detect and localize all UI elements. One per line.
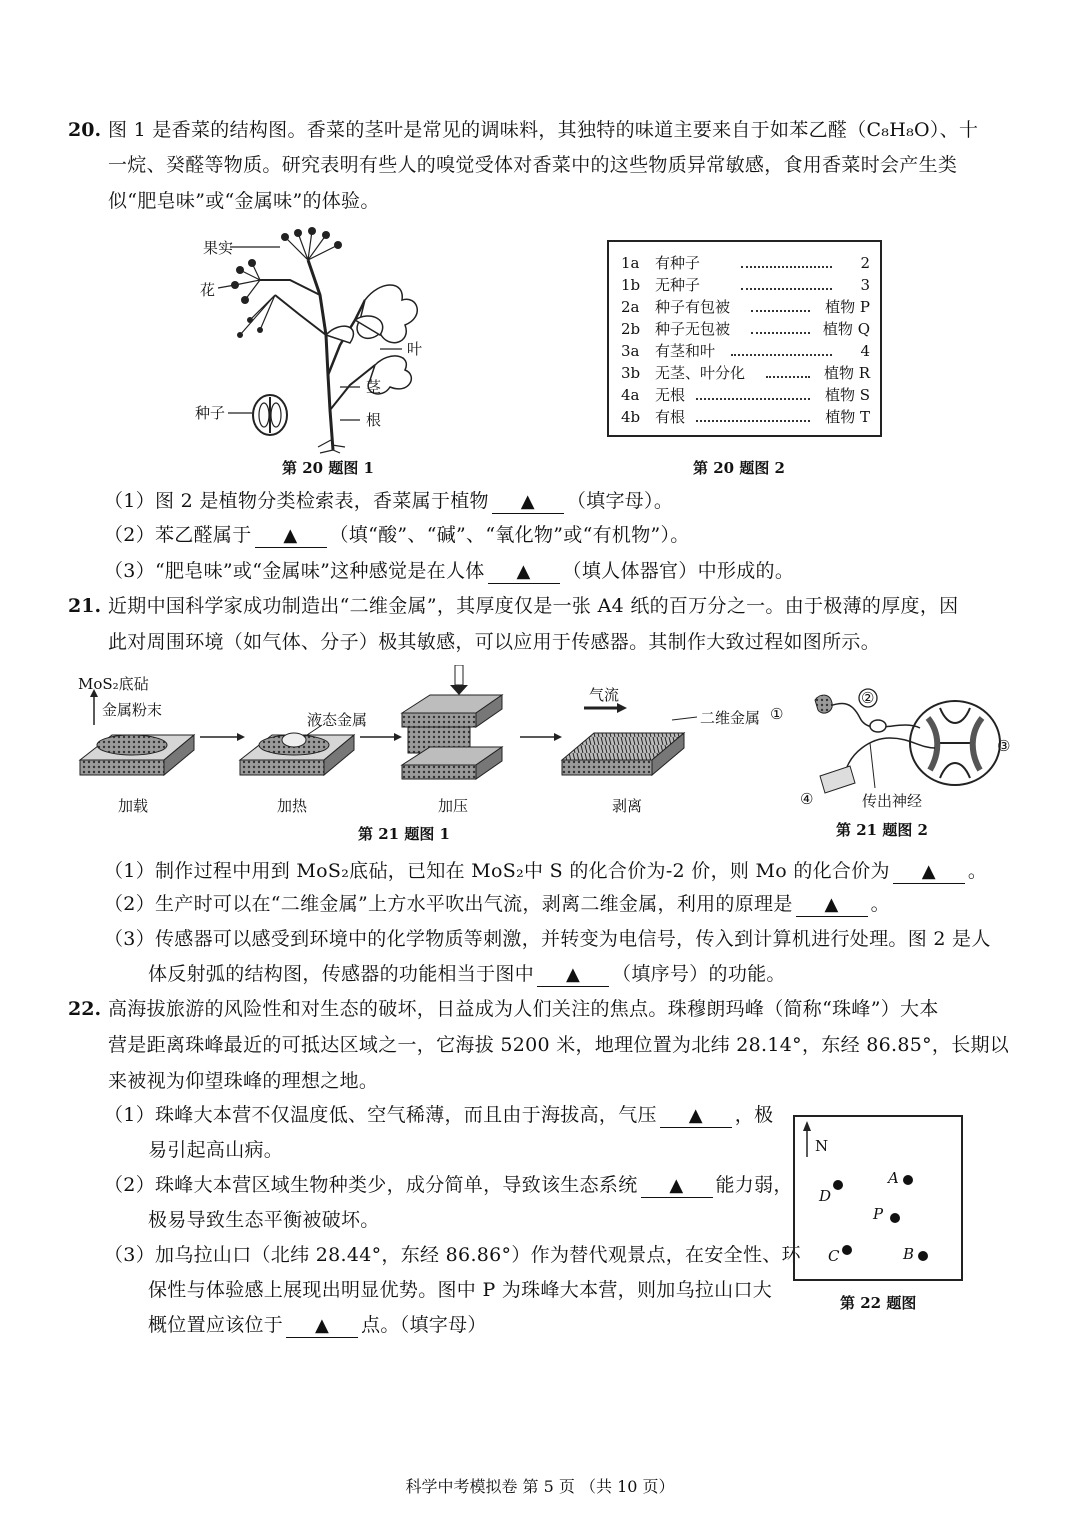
q21-mark-4: ④ (800, 790, 814, 808)
q20-fig1-caption: 第 20 题图 1 (282, 459, 374, 477)
key-row: 3b 无茎、叶分化 植物 R (621, 364, 870, 382)
q21-step-load: 加载 (118, 797, 149, 815)
q21-mark-2: ② (861, 689, 875, 707)
q20-stem-line-3: 似“肥皂味”或“金属味”的体验。 (108, 190, 380, 212)
q22-sub1-line-1: （1）珠峰大本营不仅温度低、空气稀薄，而且由于海拔高，气压 ▲ ，极 (104, 1104, 774, 1126)
q20-sub3: （3）“肥皂味”或“金属味”这种感觉是在人体 ▲ （填人体器官）中形成的。 (104, 560, 795, 582)
q22-point-a: A (888, 1169, 899, 1187)
answer-blank[interactable]: ▲ (488, 561, 560, 584)
q20-label-stem: 茎 (366, 378, 382, 396)
q21-process-illustration (72, 665, 772, 795)
q22-point-b: B (903, 1245, 915, 1263)
q21-step-press: 加压 (438, 797, 469, 815)
q20-label-seed: 种子 (195, 404, 226, 422)
answer-blank[interactable]: ▲ (641, 1175, 713, 1198)
q21-label-liquid: 液态金属 (307, 711, 368, 729)
answer-blank[interactable]: ▲ (255, 525, 327, 548)
key-row: 4a 无根 植物 S (621, 386, 870, 404)
q22-stem-line-3: 来被视为仰望珠峰的理想之地。 (108, 1070, 379, 1092)
q21-mark-3: ③ (997, 737, 1011, 755)
q20-dichotomous-key (607, 240, 882, 437)
key-row: 3a 有茎和叶 4 (621, 342, 870, 360)
answer-blank[interactable]: ▲ (537, 964, 609, 987)
q22-point-p: P (873, 1205, 884, 1223)
key-row: 1b 无种子 3 (621, 276, 870, 294)
q22-stem-line-1: 高海拔旅游的风险性和对生态的破坏，日益成为人们关注的焦点。珠穆朗玛峰（简称“珠峰”）大本 (108, 998, 939, 1020)
q21-sub1: （1）制作过程中用到 MoS₂底砧，已知在 MoS₂中 S 的化合价为-2 价，则 Mo 的化合价为 ▲ 。 (104, 860, 988, 882)
key-row: 4b 有根 植物 T (621, 408, 870, 426)
q21-label-efferent-nerve: 传出神经 (862, 792, 923, 810)
q20-fig2-caption: 第 20 题图 2 (693, 459, 785, 477)
q22-map-box (793, 1115, 963, 1281)
q21-reflex-arc-illustration (790, 678, 1020, 808)
answer-blank[interactable]: ▲ (286, 1315, 358, 1338)
q21-fig2-caption: 第 21 题图 2 (836, 821, 928, 839)
q21-stem-line-2: 此对周围环境（如气体、分子）极其敏感，可以应用于传感器。其制作大致过程如图所示。 (108, 631, 881, 653)
q21-label-powder: 金属粉末 (102, 701, 163, 719)
q21-label-metal2d: 二维金属 (700, 709, 761, 727)
q20-plant-illustration (190, 225, 440, 455)
q20-label-leaf: 叶 (407, 340, 423, 358)
q20-sub1: （1）图 2 是植物分类检索表，香菜属于植物 ▲ （填字母）。 (104, 490, 674, 512)
q21-sub3-line-2: 体反射弧的结构图，传感器的功能相当于图中 ▲ （填序号）的功能。 (148, 963, 786, 985)
answer-blank[interactable]: ▲ (796, 894, 868, 917)
q22-number: 22. (68, 998, 102, 1020)
q21-sub3-line-1: （3）传感器可以感受到环境中的化学物质等刺激，并转变为电信号，传入到计算机进行处理。图 2 是人 (104, 928, 991, 950)
answer-blank[interactable]: ▲ (893, 861, 965, 884)
q21-sub2: （2）生产时可以在“二维金属”上方水平吹出气流，剥离二维金属，利用的原理是 ▲ 。 (104, 893, 890, 915)
q21-step-heat: 加热 (277, 797, 308, 815)
q20-stem-line-2: 一烷、癸醛等物质。研究表明有些人的嗅觉受体对香菜中的这些物质异常敏感，食用香菜时会产生类 (108, 154, 958, 176)
q20-label-root: 根 (366, 411, 382, 429)
q21-mark-1: ① (770, 705, 784, 723)
q21-number: 21. (68, 595, 102, 617)
q22-north-label: N (815, 1137, 829, 1155)
q20-stem-line-1: 图 1 是香菜的结构图。香菜的茎叶是常见的调味料，其独特的味道主要来自于如苯乙醛（C₈H₈O）、十 (108, 119, 979, 141)
q22-sub2-line-2: 极易导致生态平衡被破坏。 (148, 1209, 380, 1231)
q21-label-airflow: 气流 (589, 686, 620, 704)
q22-sub1-line-2: 易引起高山病。 (148, 1139, 284, 1161)
q22-sub3-line-3: 概位置应该位于 ▲ 点。（填字母） (148, 1314, 487, 1336)
key-row: 2a 种子有包被 植物 P (621, 298, 870, 316)
q22-sub3-line-2: 保性与体验感上展现出明显优势。图中 P 为珠峰大本营，则加乌拉山口大 (148, 1279, 773, 1301)
q22-map-caption: 第 22 题图 (840, 1294, 917, 1312)
q20-number: 20. (68, 119, 102, 141)
q21-fig1-caption: 第 21 题图 1 (358, 825, 450, 843)
q20-label-flower: 花 (200, 281, 216, 299)
q22-sub3-line-1: （3）加乌拉山口（北纬 28.44°，东经 86.86°）作为替代观景点，在安全性、环 (104, 1244, 801, 1266)
q21-stem-line-1: 近期中国科学家成功制造出“二维金属”，其厚度仅是一张 A4 纸的百万分之一。由于极薄的厚度，因 (108, 595, 959, 617)
page-footer: 科学中考模拟卷 第 5 页 （共 10 页） (405, 1477, 675, 1496)
key-row: 2b 种子无包被 植物 Q (621, 320, 870, 338)
answer-blank[interactable]: ▲ (492, 491, 564, 514)
q20-sub2: （2）苯乙醛属于 ▲ （填“酸”、“碱”、“氧化物”或“有机物”）。 (104, 524, 690, 546)
key-row: 1a 有种子 2 (621, 254, 870, 272)
q22-sub2-line-1: （2）珠峰大本营区域生物种类少，成分简单，导致该生态系统 ▲ 能力弱， (104, 1174, 793, 1196)
q22-point-c: C (828, 1247, 840, 1265)
q21-step-peel: 剥离 (612, 797, 643, 815)
q20-label-fruit: 果实 (203, 239, 234, 257)
q22-point-d: D (819, 1187, 832, 1205)
q21-label-substrate: MoS₂底砧 (78, 675, 149, 693)
q22-stem-line-2: 营是距离珠峰最近的可抵达区域之一，它海拔 5200 米，地理位置为北纬 28.14°，东经 86.85°，长期以 (108, 1034, 1010, 1056)
answer-blank[interactable]: ▲ (660, 1105, 732, 1128)
